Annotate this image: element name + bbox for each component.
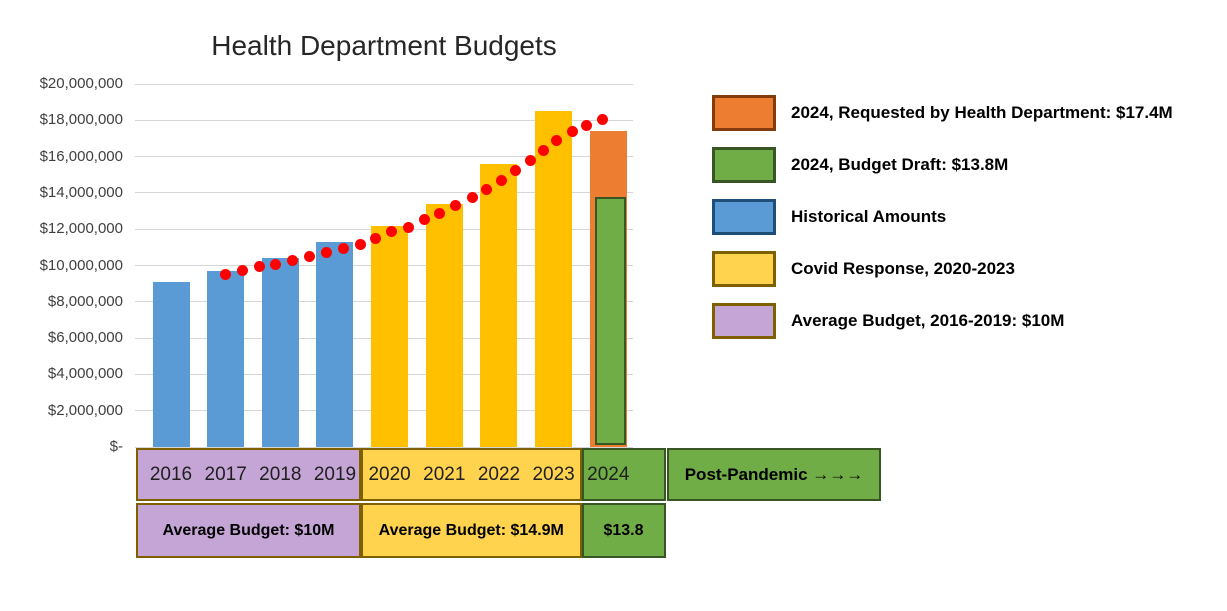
trendline-dot <box>525 155 536 166</box>
x-axis-year-label: 2017 <box>204 464 247 485</box>
bar-2020 <box>371 226 408 447</box>
bar-2017 <box>207 271 244 447</box>
bar-2023 <box>535 111 572 447</box>
x-axis-year-label: 2021 <box>423 464 466 485</box>
band-caption-purple: Average Budget: $10M <box>136 503 361 558</box>
trendline-dot <box>403 222 414 233</box>
legend-item-average-budget <box>712 303 1173 339</box>
legend-swatch-blue <box>712 199 776 235</box>
y-axis-tick-label: $20,000,000 <box>39 75 123 92</box>
legend-swatch-yellow <box>712 251 776 287</box>
trendline-dot <box>581 120 592 131</box>
trendline-dot <box>254 261 265 272</box>
y-axis-tick-label: $8,000,000 <box>47 292 123 310</box>
legend-label: Covid Response, 2020-2023 <box>791 259 1015 278</box>
legend-label: 2024, Requested by Health Department: $17.4M <box>791 103 1173 122</box>
trendline-dot <box>220 269 231 280</box>
y-axis-tick-label: $- <box>109 438 123 455</box>
y-axis-tick-label: $4,000,000 <box>47 365 123 383</box>
x-axis-year-label: 2023 <box>532 464 575 485</box>
x-axis-year-label: 2018 <box>259 464 302 485</box>
y-axis-tick-label: $6,000,000 <box>47 329 123 347</box>
band-caption-green: $13.8 <box>582 503 666 558</box>
band-caption-gold: Average Budget: $14.9M <box>361 503 582 558</box>
y-axis-tick-label: $18,000,000 <box>39 111 123 129</box>
y-axis-tick-label: $14,000,000 <box>39 183 123 201</box>
x-axis-year-label: 2022 <box>477 464 521 485</box>
legend-swatch-green <box>712 147 776 183</box>
legend-item-budget-draft-2024 <box>712 147 1173 183</box>
y-axis-tick-label: $10,000,000 <box>39 256 123 274</box>
trendline-dot <box>355 239 366 250</box>
bar-2019 <box>316 242 353 447</box>
legend-item-historical <box>712 199 1173 235</box>
trendline-dot <box>551 135 562 146</box>
trendline-dot <box>419 214 430 225</box>
y-axis-tick-label: $16,000,000 <box>39 147 123 165</box>
trendline-dot <box>538 145 549 156</box>
legend-swatch-orange <box>712 95 776 131</box>
trendline-dot <box>304 251 315 262</box>
trendline-dot <box>467 192 478 203</box>
bar-2016 <box>153 282 190 447</box>
legend-label: Average Budget, 2016-2019: $10M <box>791 311 1065 330</box>
trendline-dot <box>510 165 521 176</box>
trendline-dot <box>597 114 608 125</box>
trendline-dot <box>270 259 281 270</box>
bar-2024-overlay <box>595 197 626 445</box>
legend-label: Historical Amounts <box>791 207 947 226</box>
trendline-dot <box>567 126 578 137</box>
x-axis-year-label: 2019 <box>313 464 357 485</box>
legend-swatch-purple <box>712 303 776 339</box>
x-axis-year-label: 2020 <box>368 464 411 485</box>
x-axis-year-label: 2016 <box>149 464 193 485</box>
trendline-dot <box>237 265 248 276</box>
bar-2021 <box>426 204 463 447</box>
post-pandemic-label: Post-Pandemic →→→ <box>684 464 864 484</box>
legend-item-requested-2024 <box>712 95 1173 131</box>
band-post-pandemic <box>667 448 881 501</box>
bar-2018 <box>262 258 299 447</box>
legend <box>712 95 1173 339</box>
chart-title: Health Department Budgets <box>211 30 557 61</box>
bar-2022 <box>480 164 517 447</box>
y-axis-tick-label: $2,000,000 <box>47 401 123 419</box>
x-axis-year-label: 2024 <box>587 464 630 485</box>
legend-item-covid-response <box>712 251 1173 287</box>
gridline <box>135 84 633 85</box>
trendline-dot <box>496 175 507 186</box>
trendline-dot <box>434 208 445 219</box>
legend-label: 2024, Budget Draft: $13.8M <box>791 155 1009 174</box>
y-axis-tick-label: $12,000,000 <box>39 220 123 238</box>
trendline-dot <box>481 184 492 195</box>
